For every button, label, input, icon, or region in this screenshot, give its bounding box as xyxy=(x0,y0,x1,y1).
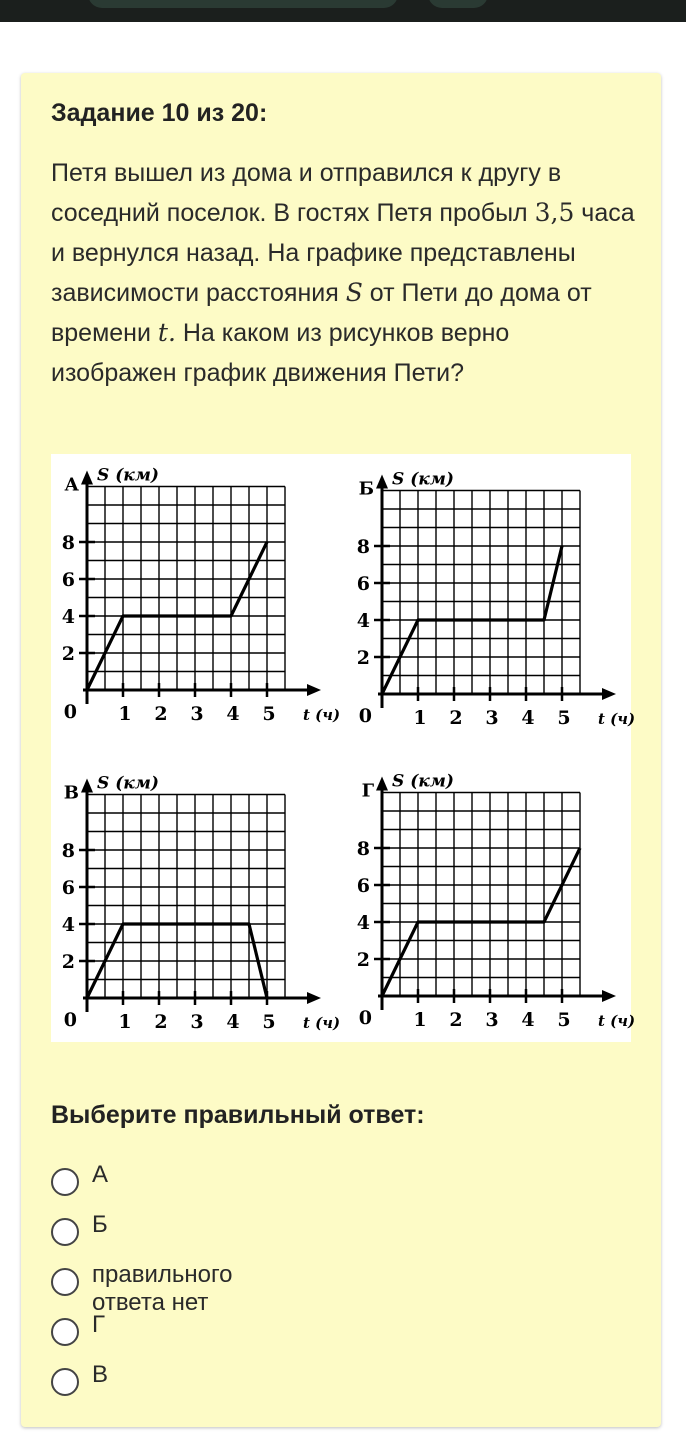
graphs-svg xyxy=(51,454,636,1042)
panel-label: Г xyxy=(361,780,374,802)
option-label: А xyxy=(92,1161,109,1188)
x-tick-label: 1 xyxy=(413,707,427,729)
task-card xyxy=(21,73,661,1427)
question-part-3: от Пети до дома от времени xyxy=(51,279,592,347)
x-axis-label: t (ч) xyxy=(598,710,636,728)
origin-label: 0 xyxy=(63,701,77,723)
x-tick-label: 5 xyxy=(557,707,571,729)
y-tick-label: 6 xyxy=(356,875,370,897)
y-axis-arrow xyxy=(81,471,93,485)
x-tick-label: 3 xyxy=(485,1009,499,1031)
browser-top-bar xyxy=(0,0,686,22)
option-label: В xyxy=(92,1361,109,1388)
y-tick-label: 4 xyxy=(356,912,370,934)
question-part-1: Петя вышел из дома и отправился к другу в соседний поселок. В гостях Петя пробыл xyxy=(51,159,562,227)
y-tick-label: 4 xyxy=(356,610,370,632)
x-axis-arrow xyxy=(602,688,616,700)
graphs-figure xyxy=(51,454,636,1042)
y-tick-label: 8 xyxy=(356,838,370,860)
address-bar[interactable] xyxy=(88,0,398,8)
y-tick-label: 6 xyxy=(61,877,75,899)
x-tick-label: 4 xyxy=(521,1009,535,1031)
y-tick-label: 2 xyxy=(356,647,370,669)
x-tick-label: 1 xyxy=(413,1009,427,1031)
option-label: Г xyxy=(92,1311,105,1338)
y-tick-label: 8 xyxy=(61,840,75,862)
x-axis-label: t (ч) xyxy=(598,1012,636,1030)
y-axis-label: S (км) xyxy=(97,465,159,486)
task-title: Задание 10 из 20: xyxy=(51,99,268,127)
radio-button[interactable] xyxy=(51,1218,79,1246)
x-tick-label: 5 xyxy=(262,1011,276,1033)
y-tick-label: 6 xyxy=(61,569,75,591)
y-axis-label: S (км) xyxy=(392,771,454,792)
x-axis-label: t (ч) xyxy=(303,1014,341,1032)
x-tick-label: 5 xyxy=(557,1009,571,1031)
x-tick-label: 3 xyxy=(190,1011,204,1033)
distance-variable: S xyxy=(345,278,363,307)
answer-prompt: Выберите правильный ответ: xyxy=(51,1101,425,1129)
radio-button[interactable] xyxy=(51,1318,79,1346)
time-variable: t. xyxy=(157,318,176,347)
x-tick-label: 3 xyxy=(190,703,204,725)
x-axis-arrow xyxy=(307,992,321,1004)
y-axis-label: S (км) xyxy=(97,773,159,794)
x-tick-label: 2 xyxy=(449,707,463,729)
origin-label: 0 xyxy=(358,705,372,727)
x-axis-arrow xyxy=(307,684,321,696)
option-label: Б xyxy=(92,1211,108,1238)
panel-label: В xyxy=(63,782,79,804)
tab-button[interactable] xyxy=(428,0,488,8)
x-tick-label: 2 xyxy=(449,1009,463,1031)
y-tick-label: 2 xyxy=(61,951,75,973)
y-tick-label: 2 xyxy=(356,949,370,971)
x-tick-label: 2 xyxy=(154,1011,168,1033)
x-tick-label: 1 xyxy=(118,1011,132,1033)
question-part-4: На каком из рисунков верно изображен график движения Пети? xyxy=(51,319,510,387)
x-tick-label: 3 xyxy=(485,707,499,729)
radio-button[interactable] xyxy=(51,1168,79,1196)
radio-button[interactable] xyxy=(51,1368,79,1396)
y-axis-arrow xyxy=(376,475,388,489)
x-tick-label: 1 xyxy=(118,703,132,725)
question-text xyxy=(51,153,641,393)
hours-value: 3,5 xyxy=(534,198,575,227)
y-tick-label: 8 xyxy=(61,532,75,554)
y-tick-label: 2 xyxy=(61,643,75,665)
y-axis-arrow xyxy=(376,777,388,791)
radio-button[interactable] xyxy=(51,1268,79,1296)
x-tick-label: 2 xyxy=(154,703,168,725)
y-tick-label: 4 xyxy=(61,914,75,936)
origin-label: 0 xyxy=(358,1007,372,1029)
y-axis-arrow xyxy=(81,779,93,793)
panel-label: Б xyxy=(358,478,374,500)
y-axis-label: S (км) xyxy=(392,469,454,490)
x-tick-label: 5 xyxy=(262,703,276,725)
origin-label: 0 xyxy=(63,1009,77,1031)
x-axis-arrow xyxy=(602,990,616,1002)
panel-label: А xyxy=(64,474,79,496)
y-tick-label: 8 xyxy=(356,536,370,558)
y-tick-label: 4 xyxy=(61,606,75,628)
x-axis-label: t (ч) xyxy=(303,706,341,724)
question-part-2: часа и вернулся назад. На графике представлены зависимости расстояния xyxy=(51,199,635,307)
option-label: правильного ответа нет xyxy=(92,1261,233,1316)
x-tick-label: 4 xyxy=(226,703,240,725)
y-tick-label: 6 xyxy=(356,573,370,595)
x-tick-label: 4 xyxy=(226,1011,240,1033)
x-tick-label: 4 xyxy=(521,707,535,729)
